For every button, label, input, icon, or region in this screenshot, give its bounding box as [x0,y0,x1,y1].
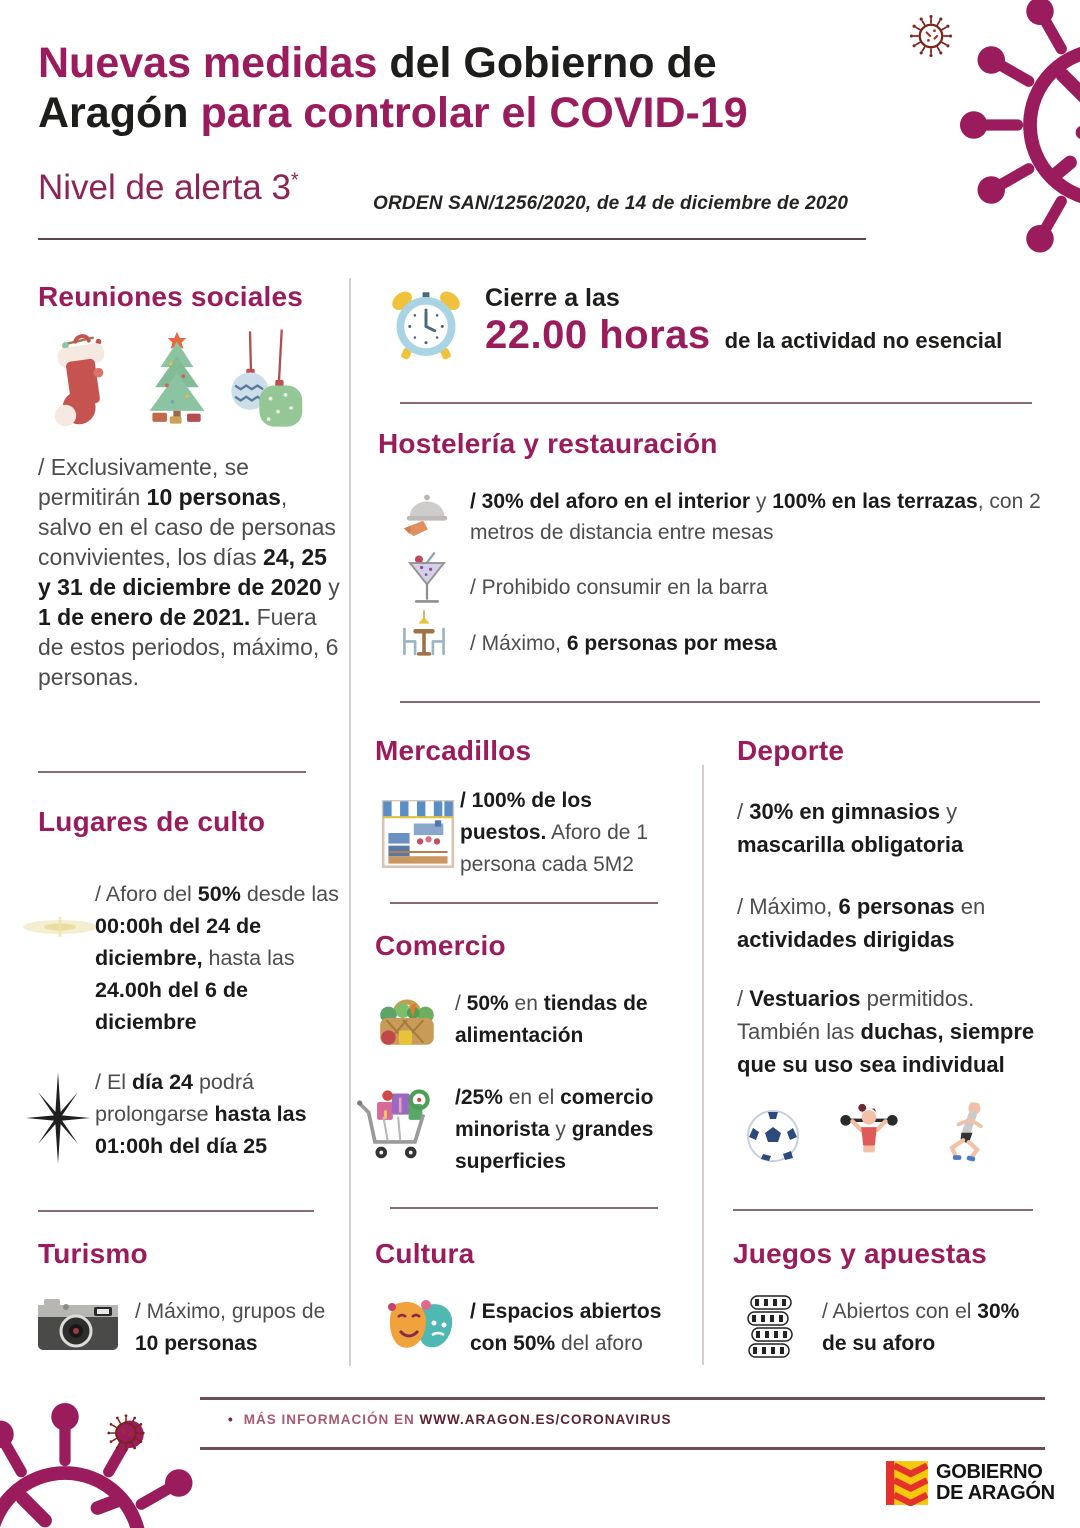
christmas-tree-icon [136,325,218,433]
grocery-basket-icon [372,985,442,1053]
cierre-row [485,313,1002,358]
deporte-bullet: / 30% en gimnasios y mascarilla obligatoria [737,799,964,857]
turismo-bullet: / Máximo, grupos de 10 personas [135,1300,326,1355]
column-divider [702,765,704,1365]
cierre-suffix: de la actividad no esencial [724,328,1003,353]
order-reference: ORDEN SAN/1256/2020, de 14 de diciembre de 2020 [373,193,849,214]
hosteleria-bullet: / Prohibido consumir en la barra [470,576,768,599]
footer-divider [200,1397,1045,1400]
header-divider [38,238,866,240]
cierre-prefix: Cierre a las [485,284,620,312]
christmas-baubles-icon [222,325,306,433]
juegos-bullet: / Abiertos con el 30% de su aforo [822,1300,1020,1355]
section-title-lugares: Lugares de culto [38,806,266,837]
divider [38,771,306,773]
section-title-cultura: Cultura [375,1238,475,1269]
footer-bullet: • [228,1412,234,1427]
serving-dish-icon [398,484,456,538]
footer-divider [200,1447,1045,1450]
page-title [38,38,868,138]
market-stall-icon [380,795,456,871]
section-title-deporte: Deporte [737,735,845,766]
comercio-bullet: / 50% en tiendas de alimentación [455,992,648,1047]
casino-chips-icon [740,1294,798,1360]
cultura-bullet: / Espacios abiertos con 50% del aforo [470,1300,662,1355]
deporte-bullet: / Vestuarios permitidos. También las duchas, siempre que su uso sea individual [737,986,1035,1077]
alarm-clock-icon [385,282,467,364]
section-title-mercadillos: Mercadillos [375,735,532,766]
divider [390,902,658,904]
gobierno-aragon-text: GOBIERNO DE ARAGÓN [936,1461,1055,1504]
footer-info [228,1412,671,1427]
alert-level: Nivel de alerta 3* [38,168,299,207]
light-glow-icon [20,905,100,949]
section-title-turismo: Turismo [38,1238,148,1269]
divider [390,1207,658,1209]
alert-asterisk: * [290,169,299,192]
large-virus-icon [955,0,1080,275]
camera-icon [36,1292,120,1354]
aragon-flag-icon [886,1460,928,1506]
cocktail-icon [402,550,452,610]
divider [733,1209,1033,1211]
gobierno-aragon-logo [886,1460,1055,1506]
christmas-stocking-icon [42,330,120,432]
footer-info-url: WWW.ARAGON.ES/CORONAVIRUS [419,1412,672,1427]
page-title-line2: Aragón para controlar el COVID-19 [38,89,748,137]
reuniones-body: / Exclusivamente, se permitirán 10 personas, salvo en el caso de personas convivientes, los días 24, 25 y 31 de diciembre de 2020 y 1 de enero de 2021. Fuera de estos periodos, máximo, 6 personas. [38,454,340,690]
theater-masks-icon [382,1292,458,1358]
section-title-reuniones: Reuniones sociales [38,281,304,312]
hosteleria-bullet: / 30% del aforo en el interior y 100% en las terrazas, con 2 metros de distancia entre mesas [470,490,1041,544]
star-sparkle-icon [26,1072,90,1164]
comercio-bullet: /25% en el comercio minorista y grandes superficies [455,1086,654,1173]
column-divider [349,278,351,1366]
divider [38,1210,314,1212]
cierre-block [485,284,1002,358]
lugares-bullet: / El día 24 podrá prolongarse hasta las 01:00h del día 25 [95,1070,307,1158]
hosteleria-bullet: / Máximo, 6 personas por mesa [470,632,777,655]
small-virus-icon [103,1410,149,1456]
mercadillos-bullet: / 100% de los puestos. Aforo de 1 persona cada 5M2 [460,789,648,876]
weightlifting-icon [836,1100,902,1162]
footer-info-prefix: MÁS INFORMACIÓN EN [243,1412,420,1427]
section-title-comercio: Comercio [375,930,506,961]
section-title-hosteleria: Hostelería y restauración [378,428,718,459]
small-virus-icon [905,10,957,62]
deporte-bullet: / Máximo, 6 personas en actividades dirigidas [737,894,986,952]
lugares-bullet: / Aforo del 50% desde las 00:00h del 24 de diciembre, hasta las 24.00h del 6 de diciembre [95,882,339,1034]
divider [400,402,1032,404]
section-title-juegos: Juegos y apuestas [733,1238,987,1269]
table-chairs-icon [392,608,456,666]
running-icon [938,1098,994,1162]
soccer-ball-icon [745,1108,801,1164]
page-title-line1: Nuevas medidas del Gobierno de [38,39,717,87]
cierre-time: 22.00 horas [485,313,711,357]
divider [400,701,1040,703]
shopping-cart-icon [356,1085,436,1161]
